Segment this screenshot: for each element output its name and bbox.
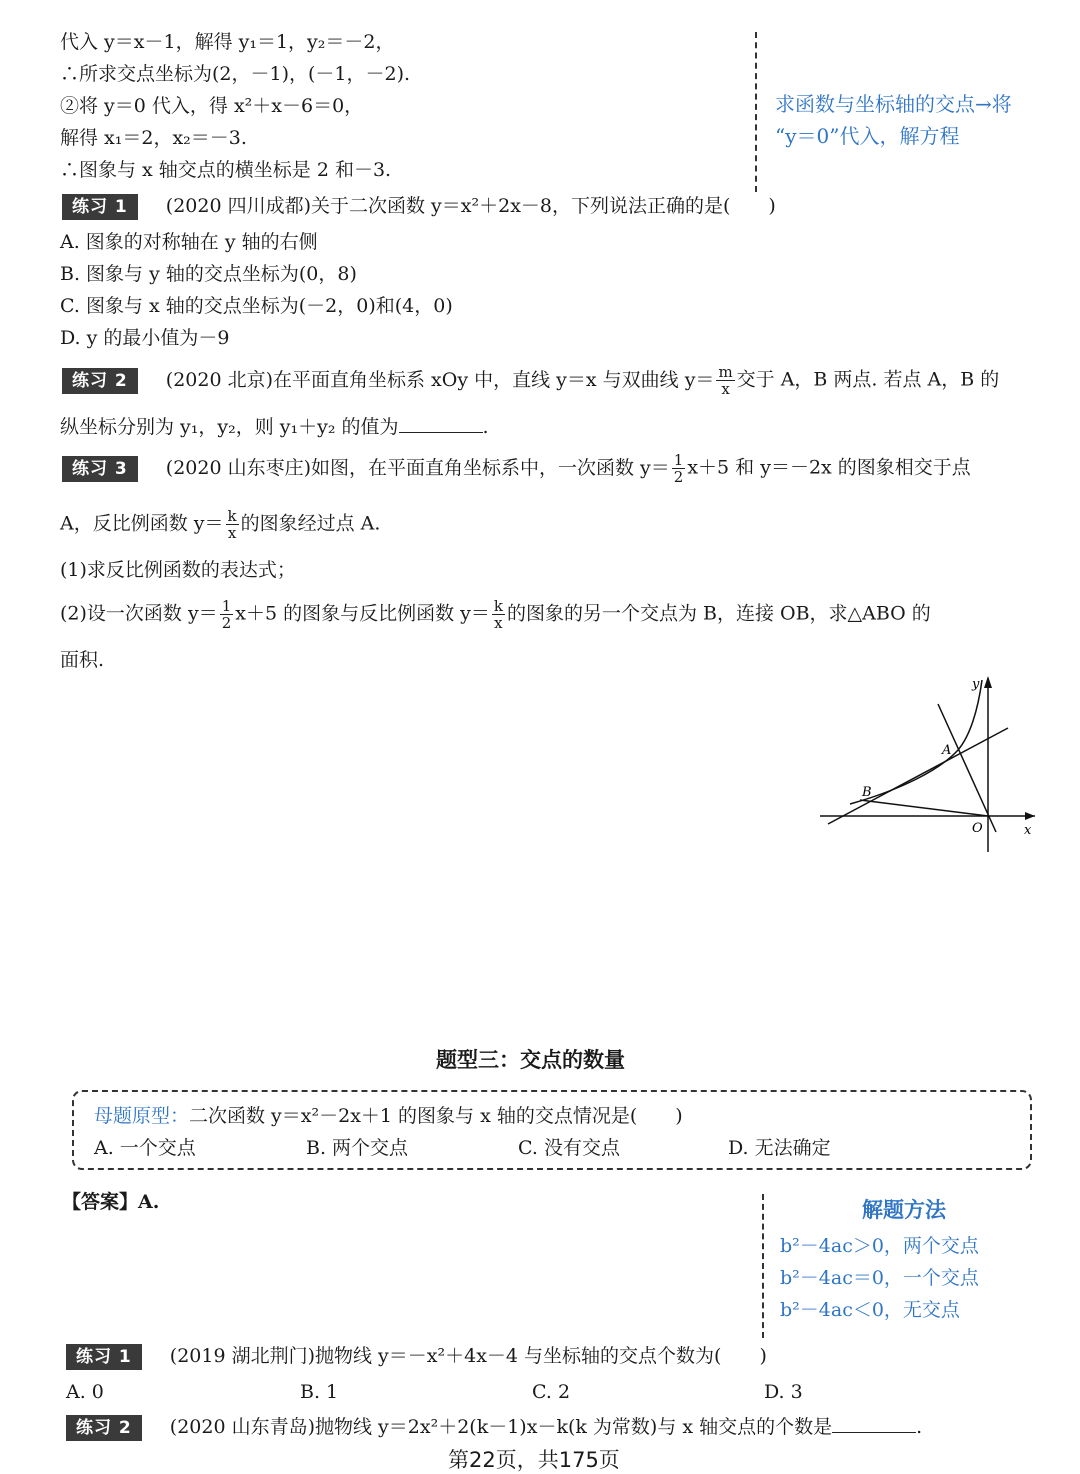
option-b: B. 1: [300, 1381, 339, 1403]
fraction: [672, 452, 686, 485]
exercise-text: (2020 山东枣庄)如图，在平面直角坐标系中，一次函数 y＝: [165, 456, 670, 479]
fraction-den: 2: [221, 614, 232, 632]
exercise-text: A，反比例函数 y＝: [60, 512, 224, 535]
divider-dashed: [755, 32, 757, 192]
fraction-den: x: [227, 524, 237, 542]
prototype-option-d: D. 无法确定: [728, 1137, 831, 1159]
exercise-text: x＋5 和 y＝－2x 的图象相交于点: [687, 456, 971, 479]
exercise-text: (2020 四川成都)关于二次函数 y＝x²＋2x－8，下列说法正确的是( ): [165, 195, 776, 217]
question-2: [60, 598, 931, 631]
origin-label: O: [972, 821, 983, 836]
exercise-text: x＋5 的图象与反比例函数 y＝: [235, 602, 490, 625]
option-c: C. 2: [532, 1381, 571, 1403]
prototype-option-c: C. 没有交点: [518, 1137, 620, 1159]
exercise-tag: 练习 3: [62, 456, 138, 482]
y-axis-arrow: [984, 676, 992, 688]
point-a-label: A: [942, 743, 952, 758]
fraction-den: x: [721, 380, 730, 398]
option-d: D. 3: [764, 1381, 803, 1403]
solution-line-4: 解得 x₁＝2，x₂＝－3.: [60, 127, 247, 149]
exercise-text: (2020 山东青岛)抛物线 y＝2x²＋2(k－1)x－k(k 为常数)与 x 轴交点的个数是: [169, 1416, 833, 1438]
exercise-3: [62, 452, 971, 485]
period: .: [482, 416, 489, 438]
solution-line-2: ∴所求交点坐标为(2，－1)，(－1，－2).: [60, 63, 411, 85]
exercise-tag: 练习 2: [66, 1415, 142, 1441]
line-one-half-x-plus-5: [828, 728, 1008, 824]
fraction-num: k: [493, 597, 503, 615]
option-a: A. 0: [66, 1381, 104, 1403]
method-line-2: b²－4ac＝0，一个交点: [780, 1267, 979, 1289]
x-axis-label: x: [1024, 823, 1032, 838]
fraction-num: 1: [221, 597, 232, 615]
prototype-label: 母题原型：: [94, 1105, 190, 1127]
fraction: [226, 508, 239, 541]
method-line-1: b²－4ac＞0，两个交点: [780, 1235, 979, 1257]
fraction-num: 1: [673, 451, 684, 469]
segment-ob: [860, 800, 988, 816]
method-title: 解题方法: [862, 1197, 946, 1222]
fraction-num: k: [227, 507, 237, 525]
fraction: [492, 598, 505, 631]
fraction-den: x: [494, 614, 503, 632]
x-axis-arrow: [1025, 812, 1035, 820]
divider-dashed: [762, 1194, 764, 1338]
option-c: C. 图象与 x 轴的交点坐标为(－2，0)和(4，0): [60, 295, 453, 317]
fraction: [220, 598, 234, 631]
prototype-question: [94, 1104, 683, 1128]
question-2-end: 面积.: [60, 649, 105, 671]
exercise-text: 纵坐标分别为 y₁，y₂，则 y₁＋y₂ 的值为: [60, 416, 399, 438]
fraction-den: 2: [673, 468, 684, 486]
fraction-num: m: [718, 363, 733, 381]
exercise-text: (2019 湖北荆门)抛物线 y＝－x²＋4x－4 与坐标轴的交点个数为( ): [169, 1345, 767, 1367]
period: .: [916, 1416, 923, 1438]
answer-blank[interactable]: [832, 1414, 916, 1433]
page-number: 第22页，共175页: [448, 1448, 620, 1472]
section-title: 题型三：交点的数量: [436, 1048, 625, 1072]
question-1: (1)求反比例函数的表达式；: [60, 559, 296, 581]
exercise-1: [62, 194, 776, 220]
exercise-text: 的图象的另一个交点为 B，连接 OB，求△ABO 的: [506, 602, 931, 625]
exercise-text: (2)设一次函数 y＝: [60, 602, 218, 625]
prototype-text: 二次函数 y＝x²－2x＋1 的图象与 x 轴的交点情况是( ): [189, 1105, 683, 1127]
exercise-2: [62, 364, 999, 397]
point-b-label: B: [862, 785, 872, 800]
exercise-text: 的图象经过点 A.: [240, 512, 381, 535]
coordinate-graph: [810, 670, 1050, 860]
exercise-5: [66, 1414, 922, 1441]
y-axis-label: y: [972, 677, 980, 692]
exercise-tag: 练习 2: [62, 368, 138, 394]
option-a: A. 图象的对称轴在 y 轴的右侧: [60, 231, 318, 253]
side-note-line-2: “y＝0”代入，解方程: [775, 124, 960, 148]
exercise-4: [66, 1344, 767, 1370]
exercise-text: (2020 北京)在平面直角坐标系 xOy 中，直线 y＝x 与双曲线 y＝: [165, 368, 715, 391]
exercise-text: 交于 A，B 两点. 若点 A，B 的: [736, 368, 1000, 391]
method-line-3: b²－4ac＜0，无交点: [780, 1299, 960, 1321]
answer: 【答案】A.: [62, 1191, 160, 1213]
option-b: B. 图象与 y 轴的交点坐标为(0，8): [60, 263, 357, 285]
side-note-line-1: 求函数与坐标轴的交点→将: [775, 92, 1012, 116]
exercise-tag: 练习 1: [66, 1344, 142, 1370]
prototype-option-b: B. 两个交点: [306, 1137, 409, 1159]
solution-line-3: ②将 y＝0 代入，得 x²＋x－6＝0，: [60, 95, 364, 117]
exercise-2-line-2: [60, 414, 489, 439]
fraction: [716, 364, 734, 397]
option-d: D. y 的最小值为－9: [60, 327, 230, 349]
exercise-3-line-2: [60, 508, 380, 541]
prototype-option-a: A. 一个交点: [94, 1137, 196, 1159]
exercise-tag: 练习 1: [62, 194, 138, 220]
solution-line-5: ∴图象与 x 轴交点的横坐标是 2 和－3.: [60, 159, 392, 181]
answer-blank[interactable]: [399, 414, 483, 433]
solution-line-1: 代入 y＝x－1，解得 y₁＝1，y₂＝－2，: [60, 31, 395, 53]
